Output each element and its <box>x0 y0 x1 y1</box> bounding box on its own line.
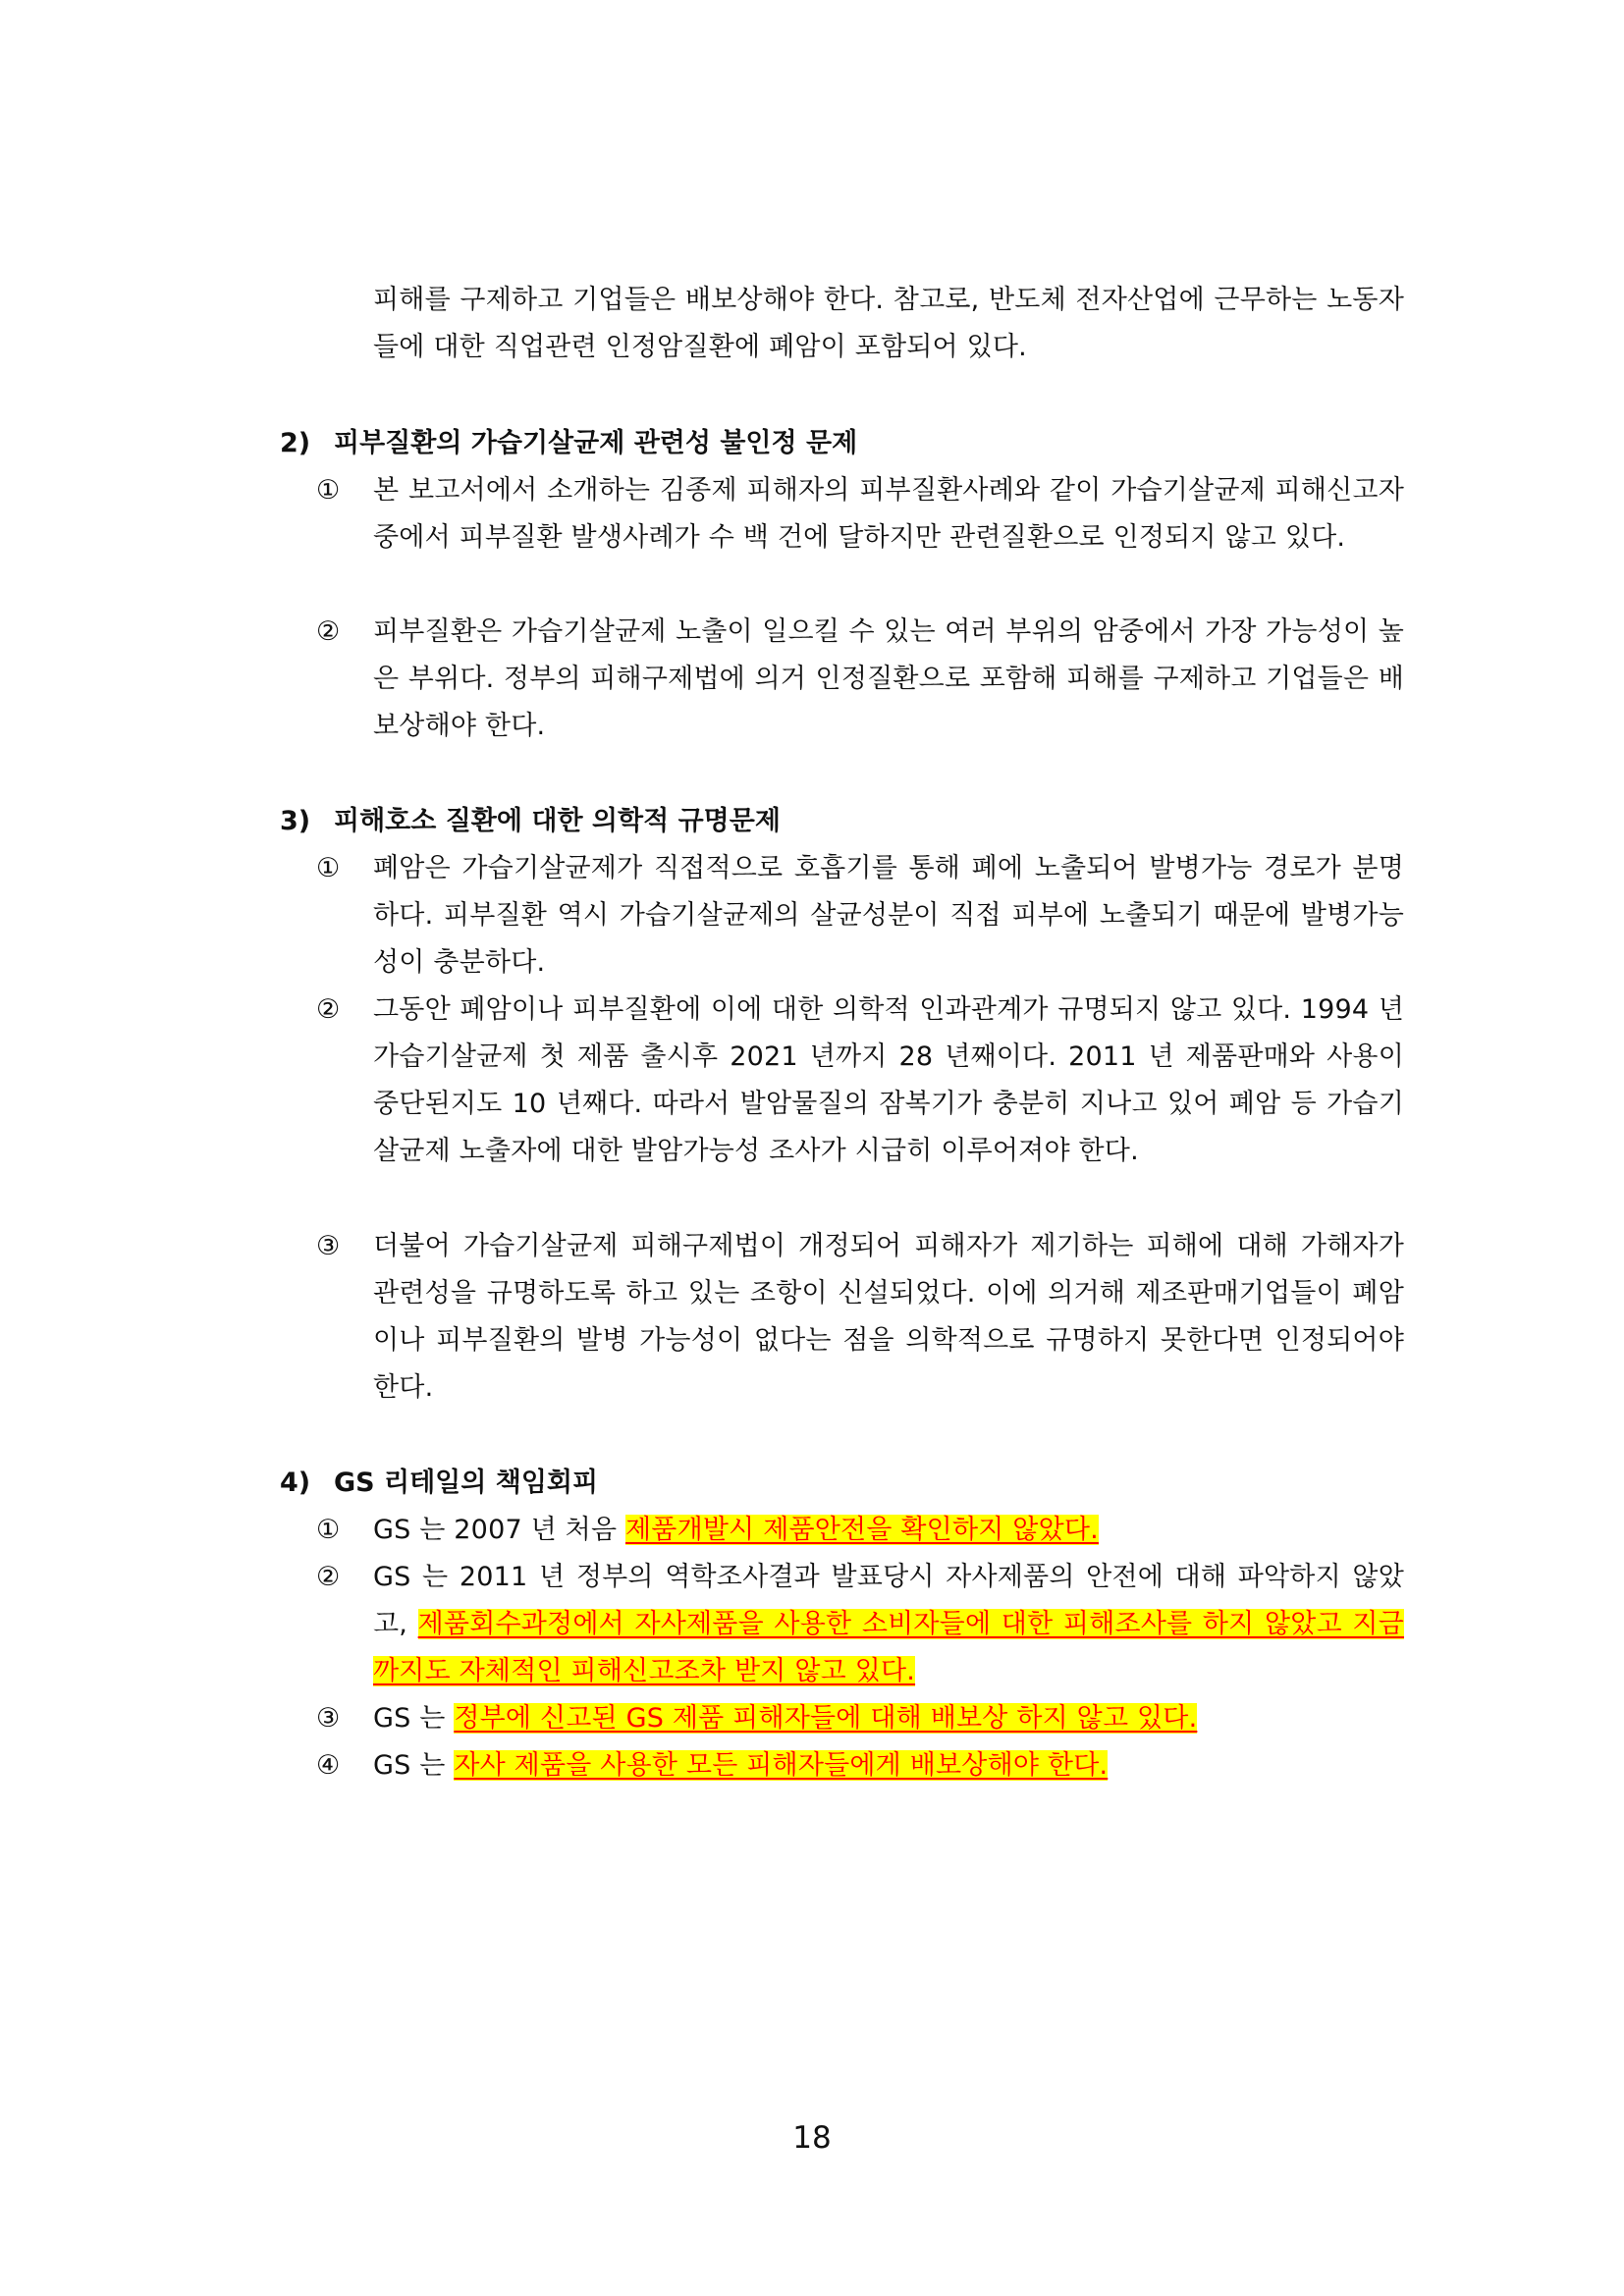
section-title: GS 리테일의 책임회피 <box>334 1468 599 1498</box>
item-text <box>373 1554 1404 1695</box>
highlighted-text: 정부에 신고된 GS 제품 피해자들에 대해 배보상 하지 않고 있다. <box>454 1703 1198 1734</box>
item-text: 더불어 가습기살균제 피해구제법이 개정되어 피해자가 제기하는 피해에 대해 가해자가 관련성을 규명하도록 하고 있는 조항이 신설되었다. 이에 의거해 제조판매기업들이 폐암이나 피부질환의 발병 가능성이 없다는 점을 의학적으로 규명하지 못한다면 인정되어야 한다. <box>373 1231 1404 1403</box>
item-marker: ② <box>316 1562 341 1592</box>
item-text <box>373 1507 1404 1554</box>
item-plain-text: GS 는 2011 년 정부의 역학조사결과 발표당시 자사제품의 안전에 대해 파악하지 않았고, <box>373 1562 1404 1639</box>
item-text: 그동안 폐암이나 피부질환에 이에 대한 의학적 인과관계가 규명되지 않고 있다. 1994 년 가습기살균제 첫 제품 출시후 2021 년까지 28 년째이다. 2011 년 제품판매와 사용이 중단된지도 10 년째다. 따라서 발암물질의 잠복기가 충분히 지나고 있어 폐암 등 가습기살균제 노출자에 대한 발암가능성 조사가 시급히 이루어져야 한다. <box>373 994 1404 1166</box>
list-item <box>316 987 1404 1175</box>
list-item <box>316 1695 1404 1742</box>
item-marker: ① <box>316 475 341 506</box>
item-text: 피부질환은 가습기살균제 노출이 일으킬 수 있는 여러 부위의 암중에서 가장 가능성이 높은 부위다. 정부의 피해구제법에 의거 인정질환으로 포함해 피해를 구제하고 기업들은 배보상해야 한다. <box>373 616 1404 741</box>
highlighted-text: 자사 제품을 사용한 모든 피해자들에게 배보상해야 한다. <box>454 1750 1109 1781</box>
list-item <box>316 609 1404 750</box>
section-number: 2) <box>280 428 311 458</box>
section-heading <box>280 1460 598 1507</box>
list-item <box>316 1554 1404 1695</box>
item-plain-text: GS 는 <box>373 1750 455 1781</box>
page-number: 18 <box>792 2120 832 2156</box>
section-number: 3) <box>280 806 311 836</box>
section-heading <box>280 798 781 845</box>
list-item <box>316 467 1404 561</box>
list-item <box>316 845 1404 987</box>
list-item <box>316 1742 1404 1789</box>
section-title: 피부질환의 가습기살균제 관련성 불인정 문제 <box>334 428 858 458</box>
item-marker: ③ <box>316 1231 341 1261</box>
section-heading <box>280 420 857 467</box>
list-item <box>316 1223 1404 1412</box>
item-marker: ① <box>316 853 341 883</box>
item-plain-text: GS 는 2007 년 처음 <box>373 1515 626 1545</box>
item-marker: ③ <box>316 1703 341 1734</box>
item-marker: ④ <box>316 1750 341 1781</box>
item-marker: ② <box>316 616 341 647</box>
highlighted-text: 제품개발시 제품안전을 확인하지 않았다. <box>625 1515 1099 1545</box>
intro-paragraph: 피해를 구제하고 기업들은 배보상해야 한다. 참고로, 반도체 전자산업에 근무하는 노동자들에 대한 직업관련 인정암질환에 폐암이 포함되어 있다. <box>373 285 1404 362</box>
item-plain-text: GS 는 <box>373 1703 455 1734</box>
section-number: 4) <box>280 1468 311 1498</box>
item-text: 폐암은 가습기살균제가 직접적으로 호흡기를 통해 폐에 노출되어 발병가능 경로가 분명하다. 피부질환 역시 가습기살균제의 살균성분이 직접 피부에 노출되기 때문에 발병가능성이 충분하다. <box>373 853 1404 978</box>
highlighted-text: 제품회수과정에서 자사제품을 사용한 소비자들에 대한 피해조사를 하지 않았고 지금까지도 자체적인 피해신고조차 받지 않고 있다. <box>373 1609 1404 1686</box>
item-text <box>373 1742 1404 1789</box>
item-text <box>373 1695 1404 1742</box>
item-text: 본 보고서에서 소개하는 김종제 피해자의 피부질환사례와 같이 가습기살균제 피해신고자중에서 피부질환 발생사례가 수 백 건에 달하지만 관련질환으로 인정되지 않고 있다. <box>373 475 1404 553</box>
list-item <box>316 1507 1404 1554</box>
item-marker: ① <box>316 1515 341 1545</box>
item-marker: ② <box>316 994 341 1025</box>
section-title: 피해호소 질환에 대한 의학적 규명문제 <box>334 806 781 836</box>
